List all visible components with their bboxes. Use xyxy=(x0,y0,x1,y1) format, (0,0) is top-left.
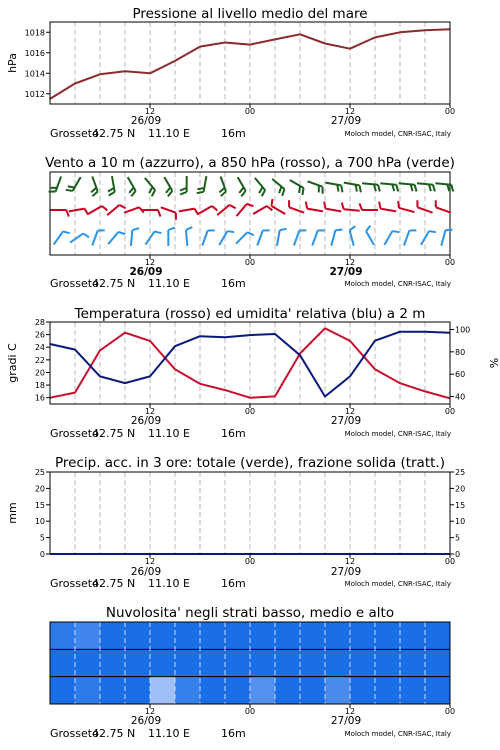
pressure-ylabel: hPa xyxy=(6,53,19,73)
wind-700-barb xyxy=(325,183,342,193)
wind-station-lat: 42.75 N xyxy=(92,277,136,290)
wind-850-barb xyxy=(124,207,144,212)
pressure-credit: Moloch model, CNR-ISAC, Italy xyxy=(344,130,451,138)
wind-850-barb xyxy=(69,209,88,215)
pressure-station-lat: 42.75 N xyxy=(92,127,136,140)
pressure-ytick-label: 1012 xyxy=(24,89,45,99)
temp-rh-xtick-label: 12 xyxy=(144,407,156,416)
wind-700-barb xyxy=(66,177,81,191)
precip-ylabel: mm xyxy=(6,502,19,524)
pressure-date-label: 27/09 xyxy=(330,115,362,127)
precip-xtick-label: 00 xyxy=(244,557,256,566)
temp-rh-ytick-label: 26 xyxy=(34,330,45,340)
temp-rh-ytick-label: 16 xyxy=(34,393,45,403)
temp-rh-ytick-right-label: 80 xyxy=(455,347,466,357)
wind-700-barb xyxy=(128,177,136,196)
cloud-cell xyxy=(50,622,76,649)
wind-xtick-label: 12 xyxy=(344,258,356,267)
cloud-xtick-label: 00 xyxy=(444,707,456,716)
wind-700-barb xyxy=(164,177,172,196)
wind-700-barb xyxy=(91,176,98,196)
precip-ytick-right-label: 0 xyxy=(455,550,461,559)
cloud-cell xyxy=(125,622,151,649)
pressure-date-label: 26/09 xyxy=(130,115,162,127)
pressure-station-name: Grosseto xyxy=(50,127,99,140)
cloud-cell xyxy=(400,622,426,649)
wind-850-barb xyxy=(142,210,160,217)
wind-xtick-label: 12 xyxy=(144,258,156,267)
wind-10m-barb xyxy=(168,228,175,246)
pressure-ytick-label: 1014 xyxy=(24,69,45,79)
wind-10m-barb xyxy=(257,230,269,245)
precip-ytick-label: 20 xyxy=(34,484,45,494)
wind-700-barb xyxy=(197,176,207,193)
cloud-cell xyxy=(75,649,101,676)
cloud-cell xyxy=(125,677,151,704)
wind-700-barb xyxy=(435,183,453,191)
precip-xtick-label: 12 xyxy=(144,557,156,566)
temp-ylabel: gradi C xyxy=(6,343,19,383)
cloud-cell xyxy=(325,649,351,676)
temp-rh-station-lat: 42.75 N xyxy=(92,427,136,440)
cloud-cell xyxy=(75,677,101,704)
cloud-cell xyxy=(150,649,176,676)
cloud-station-elev: 16m xyxy=(221,727,246,740)
cloud-cell xyxy=(200,622,226,649)
wind-date-label: 27/09 xyxy=(329,266,363,278)
cloud-cell xyxy=(425,677,451,704)
cloud-cell xyxy=(175,677,201,704)
temp-rh-date-label: 27/09 xyxy=(330,415,362,427)
cloud-station-lat: 42.75 N xyxy=(92,727,136,740)
wind-700-barb xyxy=(272,179,284,196)
wind-700-barb xyxy=(238,177,246,196)
cloud-cell xyxy=(100,649,126,676)
pressure-title: Pressione al livello medio del mare xyxy=(132,6,368,22)
wind-10m-barb xyxy=(312,230,324,245)
wind-10m-barb xyxy=(277,229,287,246)
wind-10m-barb xyxy=(404,230,416,245)
cloud-cell xyxy=(50,677,76,704)
wind-850-barb xyxy=(436,200,451,212)
wind-700-barb xyxy=(380,183,398,191)
wind-station-elev: 16m xyxy=(221,277,246,290)
cloud-cell xyxy=(100,677,126,704)
precip-date-label: 26/09 xyxy=(130,566,162,578)
wind-xtick-label: 00 xyxy=(244,258,256,267)
pressure-ytick-label: 1016 xyxy=(24,48,45,58)
precip-ytick-right-label: 5 xyxy=(455,533,461,543)
cloud-cell xyxy=(375,677,401,704)
wind-10m-barb xyxy=(54,231,70,244)
cloud-cell xyxy=(425,622,451,649)
cloud-cell xyxy=(300,649,326,676)
precip-ytick-label: 10 xyxy=(34,517,45,527)
precip-ytick-right-label: 20 xyxy=(455,484,466,494)
cloud-cell xyxy=(300,677,326,704)
pressure-xtick-label: 12 xyxy=(344,107,356,116)
wind-850-barb xyxy=(88,206,107,214)
wind-700-barb xyxy=(344,183,361,193)
temp-rh-ytick-label: 20 xyxy=(34,368,45,378)
cloud-cell xyxy=(275,677,301,704)
wind-850-barb xyxy=(161,207,176,219)
temp-rh-ytick-label: 28 xyxy=(34,318,45,327)
pressure-station-elev: 16m xyxy=(221,127,246,140)
wind-850-barb xyxy=(179,209,198,215)
wind-700-barb xyxy=(255,178,265,196)
cloud-cell xyxy=(350,649,376,676)
wind-850-barb xyxy=(50,210,68,217)
temp-rh-panel xyxy=(6,306,500,440)
cloud-cell xyxy=(50,649,76,676)
cloud-xtick-label: 12 xyxy=(344,707,356,716)
cloud-cell xyxy=(100,622,126,649)
wind-10m-barb xyxy=(186,227,192,246)
pressure-ytick-label: 1018 xyxy=(24,28,45,38)
wind-credit: Moloch model, CNR-ISAC, Italy xyxy=(344,280,451,288)
wind-850-barb xyxy=(237,204,254,216)
cloud-cell xyxy=(275,649,301,676)
wind-10m-barb xyxy=(92,230,104,245)
wind-station-name: Grosseto xyxy=(50,277,99,290)
rh-ylabel: % xyxy=(487,357,500,369)
wind-850-barb xyxy=(253,206,272,214)
temp-rh-ytick-label: 22 xyxy=(34,355,45,365)
cloud-xtick-label: 12 xyxy=(144,707,156,716)
pressure-panel xyxy=(6,6,455,140)
wind-850-barb xyxy=(198,206,217,214)
precip-credit: Moloch model, CNR-ISAC, Italy xyxy=(344,580,451,588)
cloud-cell xyxy=(375,622,401,649)
temp-rh-credit: Moloch model, CNR-ISAC, Italy xyxy=(344,430,451,438)
temp-rh-station-name: Grosseto xyxy=(50,427,99,440)
wind-10m-barb xyxy=(108,232,125,244)
temp-rh-xtick-label: 00 xyxy=(244,407,256,416)
cloud-cell xyxy=(275,622,301,649)
wind-700-barb xyxy=(417,183,435,191)
cloud-cell xyxy=(75,622,101,649)
temp-rh-title: Temperatura (rosso) ed umidita' relativa (blu) a 2 m xyxy=(74,306,426,322)
wind-850-barb xyxy=(324,202,341,212)
temp-rh-ytick-right-label: 40 xyxy=(455,392,466,402)
precip-station-name: Grosseto xyxy=(50,577,99,590)
precip-xtick-label: 12 xyxy=(344,557,356,566)
cloud-cell xyxy=(325,677,351,704)
cloud-title: Nuvolosita' negli strati basso, medio e alto xyxy=(105,605,395,621)
precip-title: Precip. acc. in 3 ore: totale (verde), frazione solida (tratt.) xyxy=(55,455,445,471)
wind-850-barb xyxy=(342,203,360,211)
cloud-cell xyxy=(150,677,176,704)
wind-850-barb xyxy=(107,205,125,215)
cloud-station-lon: 11.10 E xyxy=(148,727,190,740)
temp-rh-date-label: 26/09 xyxy=(130,415,162,427)
precip-ytick-right-label: 15 xyxy=(455,500,466,510)
temp-rh-xtick-label: 00 xyxy=(444,407,456,416)
cloud-cell xyxy=(400,649,426,676)
precip-station-lon: 11.10 E xyxy=(148,577,190,590)
precip-ytick-right-label: 10 xyxy=(455,517,466,527)
precip-ytick-label: 5 xyxy=(39,533,45,543)
wind-10m-barb xyxy=(236,232,254,243)
precip-ytick-label: 0 xyxy=(39,550,45,559)
wind-700-barb xyxy=(108,176,115,195)
cloud-cell xyxy=(350,622,376,649)
wind-700-barb xyxy=(362,183,380,191)
wind-10m-barb xyxy=(202,230,214,245)
cloud-cell xyxy=(250,677,276,704)
cloud-station-name: Grosseto xyxy=(50,727,99,740)
cloud-credit: Moloch model, CNR-ISAC, Italy xyxy=(344,730,451,738)
precip-ytick-label: 15 xyxy=(34,500,45,510)
wind-10m-barb xyxy=(350,226,356,246)
wind-10m-barb xyxy=(441,230,452,246)
wind-850-barb xyxy=(271,199,285,214)
precip-station-elev: 16m xyxy=(221,577,246,590)
cloud-cell xyxy=(250,649,276,676)
temp-rh-ytick-right-label: 60 xyxy=(455,370,466,380)
pressure-xtick-label: 12 xyxy=(144,107,156,116)
cloud-cell xyxy=(175,622,201,649)
wind-date-label: 26/09 xyxy=(129,266,163,278)
cloud-cell xyxy=(425,649,451,676)
precip-ytick-right-label: 25 xyxy=(455,468,466,477)
cloud-cell xyxy=(175,649,201,676)
wind-700-barb xyxy=(399,183,417,191)
temp-rh-station-lon: 11.10 E xyxy=(148,427,190,440)
precip-date-label: 27/09 xyxy=(330,566,362,578)
wind-10m-barb xyxy=(384,231,399,245)
cloud-cell xyxy=(325,622,351,649)
pressure-station-lon: 11.10 E xyxy=(148,127,190,140)
wind-850-barb xyxy=(217,205,235,215)
temp-rh-station-elev: 16m xyxy=(221,427,246,440)
temp-rh-ytick-label: 18 xyxy=(34,381,45,391)
cloud-cell xyxy=(200,649,226,676)
wind-10m-barb xyxy=(131,228,139,246)
precip-xtick-label: 00 xyxy=(444,557,456,566)
wind-700-barb xyxy=(290,180,304,195)
wind-10m-barb xyxy=(145,231,161,244)
precip-station-lat: 42.75 N xyxy=(92,577,136,590)
wind-850-barb xyxy=(289,200,304,212)
wind-xtick-label: 00 xyxy=(444,258,456,267)
cloud-xtick-label: 00 xyxy=(244,707,256,716)
cloud-cell xyxy=(400,677,426,704)
precip-panel xyxy=(6,455,465,590)
cloud-cell xyxy=(375,649,401,676)
wind-700-barb xyxy=(307,181,322,193)
wind-title: Vento a 10 m (azzurro), a 850 hPa (rosso), a 700 hPa (verde) xyxy=(45,155,455,171)
pressure-xtick-label: 00 xyxy=(444,107,456,116)
precip-ytick-label: 25 xyxy=(34,468,45,477)
wind-10m-barb xyxy=(366,226,374,245)
cloud-cell xyxy=(125,649,151,676)
wind-700-barb xyxy=(219,176,226,196)
cloud-cell xyxy=(225,677,251,704)
wind-10m-barb xyxy=(219,231,234,245)
wind-10m-barb xyxy=(421,231,436,245)
wind-panel xyxy=(45,155,455,290)
wind-850-barb xyxy=(306,202,323,212)
wind-station-lon: 11.10 E xyxy=(148,277,190,290)
cloud-cell xyxy=(200,677,226,704)
wind-10m-barb xyxy=(331,230,342,246)
pressure-xtick-label: 00 xyxy=(244,107,256,116)
wind-850-barb xyxy=(398,201,414,212)
wind-850-barb xyxy=(379,202,396,212)
cloud-cell xyxy=(300,622,326,649)
temp-rh-ytick-right-label: 100 xyxy=(455,325,471,335)
cloud-cell xyxy=(150,622,176,649)
temp-rh-xtick-label: 12 xyxy=(344,407,356,416)
wind-10m-barb xyxy=(70,233,89,242)
cloud-cell xyxy=(225,622,251,649)
temp-rh-ytick-label: 24 xyxy=(34,343,45,353)
cloud-cell xyxy=(350,677,376,704)
cloud-date-label: 26/09 xyxy=(130,715,162,727)
cloud-panel xyxy=(50,605,455,740)
wind-700-barb xyxy=(180,176,187,194)
cloud-date-label: 27/09 xyxy=(330,715,362,727)
cloud-cell xyxy=(225,649,251,676)
cloud-cell xyxy=(250,622,276,649)
